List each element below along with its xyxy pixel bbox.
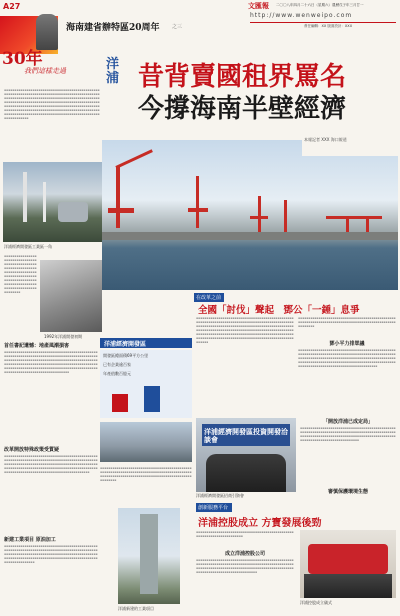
date-line: 二〇〇八年四月二十六日（星期六）農曆戊子年三月廿一 xyxy=(276,3,364,7)
officials xyxy=(304,574,392,598)
lower-text-col2: ▪▪▪▪▪▪▪▪▪▪▪▪▪▪▪▪▪▪▪▪▪▪▪▪▪▪▪▪▪▪▪▪▪▪▪▪▪▪▪▪▪▪▪▪▪▪▪▪▪▪▪▪▪▪▪▪▪▪▪▪▪▪▪▪▪▪▪▪▪▪▪▪▪▪▪▪▪▪▪▪▪▪▪▪▪▪▪▪▪▪▪▪▪▪▪▪▪▪▪▪▪▪▪▪▪▪▪▪▪▪▪▪▪▪▪▪▪▪▪▪▪▪▪▪▪▪▪▪▪▪▪▪▪▪▪▪▪▪▪▪▪▪▪▪▪▪▪▪▪▪▪▪▪▪▪▪▪▪▪▪▪▪▪▪▪▪▪▪▪▪▪▪▪▪ xyxy=(196,558,294,574)
header-rule xyxy=(250,22,396,23)
red-cloth xyxy=(308,544,388,574)
meeting-photo xyxy=(196,418,296,492)
tower-photo xyxy=(118,508,180,604)
lower-right-sub: 審慎保護環境生態 xyxy=(327,489,368,495)
city-photo xyxy=(100,422,192,462)
stats-box xyxy=(100,350,192,418)
industrial-photo xyxy=(3,162,102,242)
stats-chart xyxy=(104,382,188,412)
page-code: A27 xyxy=(3,2,21,11)
crane-2 xyxy=(186,168,216,228)
headline-block xyxy=(100,54,400,124)
history-headline: 全國「討伐」聲起 鄧公「一錘」息爭 xyxy=(198,305,360,316)
stat-line-1: 開發區總面積69平方公里 xyxy=(103,353,149,358)
paper-name: 文匯報 xyxy=(248,2,269,10)
left-col-text-1: ▪▪▪▪▪▪▪▪▪▪▪▪▪▪▪▪▪▪▪▪▪▪▪▪▪▪▪▪▪▪▪▪▪▪▪▪▪▪▪▪▪▪▪▪▪▪▪▪▪▪▪▪▪▪▪▪▪▪▪▪▪▪▪▪▪▪▪▪▪▪▪▪▪▪▪▪▪▪▪▪▪▪▪▪▪▪▪▪▪▪▪▪▪▪▪▪▪▪▪▪▪▪▪▪▪▪▪▪▪▪▪▪▪▪▪▪▪▪▪▪▪▪▪▪▪▪▪▪▪▪▪▪▪▪▪▪▪▪▪▪▪▪▪▪▪▪▪▪▪▪▪▪ xyxy=(4,254,37,294)
right-sub: 鄧小平力排眾議 xyxy=(329,341,365,347)
low-center-sub: 成立洋浦控股公司 xyxy=(224,551,265,557)
history-label xyxy=(194,293,224,302)
left-col-text-3: ▪▪▪▪▪▪▪▪▪▪▪▪▪▪▪▪▪▪▪▪▪▪▪▪▪▪▪▪▪▪▪▪▪▪▪▪▪▪▪▪▪▪▪▪▪▪▪▪▪▪▪▪▪▪▪▪▪▪▪▪▪▪▪▪▪▪▪▪▪▪▪▪▪▪▪▪▪▪▪▪▪▪▪▪▪▪▪▪▪▪▪▪▪▪▪▪▪▪▪▪▪▪▪▪▪▪▪▪▪▪▪▪▪▪▪▪▪▪▪▪▪▪▪▪▪▪▪▪▪▪▪▪▪▪▪▪▪▪▪▪▪▪▪▪▪▪▪▪▪▪▪▪▪▪▪▪▪▪▪▪▪▪▪▪▪▪▪▪▪▪▪▪▪▪▪▪▪▪▪▪▪▪▪▪▪▪▪▪▪▪▪▪▪▪▪▪▪▪▪▪▪▪▪▪▪▪▪▪▪▪▪▪▪▪▪▪▪▪▪▪▪▪▪▪▪▪ xyxy=(4,454,98,474)
policy-banner-text: 洋浦經濟開發區 xyxy=(104,341,147,348)
chart-bar-1 xyxy=(112,394,128,412)
series-banner xyxy=(0,14,250,44)
stat-line-2: 已有企業逾百家 xyxy=(103,362,131,367)
crane-1 xyxy=(108,158,154,228)
mid-sub: 「開放洋浦已成定局」 xyxy=(322,419,373,425)
left-col-text-4: ▪▪▪▪▪▪▪▪▪▪▪▪▪▪▪▪▪▪▪▪▪▪▪▪▪▪▪▪▪▪▪▪▪▪▪▪▪▪▪▪▪▪▪▪▪▪▪▪▪▪▪▪▪▪▪▪▪▪▪▪▪▪▪▪▪▪▪▪▪▪▪▪▪▪▪▪▪▪▪▪▪▪▪▪▪▪▪▪▪▪▪▪▪▪▪▪▪▪▪▪▪▪▪▪▪▪▪▪▪▪▪▪▪▪▪▪▪▪▪▪▪▪▪▪▪▪▪▪▪▪▪▪▪▪▪▪▪▪▪▪▪▪▪▪▪▪▪▪▪▪▪▪▪▪▪▪▪▪▪▪▪▪▪▪▪▪▪▪▪▪▪▪▪▪▪▪▪▪▪▪▪▪▪▪▪▪▪▪▪▪▪▪▪▪▪▪▪▪▪ xyxy=(4,544,98,564)
headline-kicker: 洋浦 xyxy=(106,57,120,86)
crane-3 xyxy=(250,192,274,232)
headline-line2: 今撐海南半壁經濟 xyxy=(138,94,347,124)
crane-5 xyxy=(326,210,386,234)
crane-4 xyxy=(278,200,298,234)
chimney-2 xyxy=(43,182,46,222)
meeting-banner-text: 洋浦經濟開發區投資開發洽談會 xyxy=(204,428,288,444)
editor-line: 責任編輯：XX 版面設計：XXX xyxy=(304,24,353,28)
meeting-banner xyxy=(202,424,290,446)
left-sub-3: 新建工業項目 原油加工 xyxy=(4,537,56,543)
right-col-text-4: ▪▪▪▪▪▪▪▪▪▪▪▪▪▪▪▪▪▪▪▪▪▪▪▪▪▪▪▪▪▪▪▪▪▪▪▪▪▪▪▪▪▪▪▪▪▪▪▪▪▪▪▪▪▪▪▪▪▪▪▪▪▪▪▪▪▪▪▪▪▪▪▪▪▪▪▪▪▪▪▪▪▪▪▪▪▪▪▪▪▪▪▪▪▪▪▪▪▪▪▪▪▪▪▪▪▪▪▪▪▪▪▪▪▪▪▪▪▪▪▪▪▪▪▪▪▪▪▪▪▪▪▪▪▪▪▪▪▪▪▪▪▪▪▪▪▪▪▪▪▪▪▪▪▪▪▪▪▪▪▪▪▪▪▪▪▪▪▪▪▪ xyxy=(300,426,396,442)
anniversary-number: 30年 xyxy=(2,49,43,69)
history-text-col2: ▪▪▪▪▪▪▪▪▪▪▪▪▪▪▪▪▪▪▪▪▪▪▪▪▪▪▪▪▪▪▪▪▪▪▪▪▪▪▪▪▪▪▪▪▪▪▪▪▪▪▪▪▪▪▪▪▪▪▪▪▪▪▪▪▪▪▪▪▪▪▪▪▪▪▪▪▪▪▪▪▪▪▪▪▪▪▪▪▪▪▪▪▪▪▪▪▪▪▪▪▪▪▪▪ xyxy=(298,316,396,328)
tower xyxy=(140,514,158,594)
left-sub-1: 首任書記遺憾：地產風潮損害 xyxy=(4,343,70,349)
policy-banner xyxy=(100,338,192,348)
history-text-col3: ▪▪▪▪▪▪▪▪▪▪▪▪▪▪▪▪▪▪▪▪▪▪▪▪▪▪▪▪▪▪▪▪▪▪▪▪▪▪▪▪▪▪▪▪▪▪▪▪▪▪▪▪▪▪▪▪▪▪▪▪▪▪▪▪▪▪▪▪▪▪▪▪▪▪▪▪▪▪▪▪▪▪▪▪▪▪▪▪▪▪▪▪▪▪▪▪▪▪▪▪▪▪▪▪▪▪▪▪▪▪▪▪▪▪▪▪▪▪▪▪▪▪▪▪▪▪▪▪▪▪▪▪▪▪▪▪▪▪▪▪▪▪▪▪▪▪▪▪▪▪▪▪▪▪▪▪▪▪▪▪▪▪▪▪▪▪▪▪▪▪▪▪▪▪▪▪▪▪▪▪▪▪▪▪▪▪▪▪▪▪▪▪▪▪▪▪▪▪▪▪▪▪▪▪▪▪▪▪▪▪▪▪▪▪▪▪▪▪▪▪▪▪▪▪▪▪▪▪▪▪▪ xyxy=(298,348,396,368)
quay xyxy=(102,232,398,240)
left-sub-2: 改革開放特殊政策受質疑 xyxy=(4,447,60,453)
lower-section-label xyxy=(196,503,232,512)
chart-bar-2 xyxy=(144,386,160,412)
headline-line1: 昔背賣國租界罵名 xyxy=(138,62,347,92)
people-group xyxy=(206,454,286,492)
history-label-text: 在改革之前 xyxy=(196,295,222,301)
ceremony-photo xyxy=(300,530,396,598)
site-url: http://www.wenweipo.com xyxy=(250,12,353,19)
series-tag: 之三 xyxy=(172,24,183,30)
byline-box xyxy=(302,134,398,156)
industrial-caption: 洋浦經濟開發區工業區一角 xyxy=(4,244,52,249)
left-col-text-2: ▪▪▪▪▪▪▪▪▪▪▪▪▪▪▪▪▪▪▪▪▪▪▪▪▪▪▪▪▪▪▪▪▪▪▪▪▪▪▪▪▪▪▪▪▪▪▪▪▪▪▪▪▪▪▪▪▪▪▪▪▪▪▪▪▪▪▪▪▪▪▪▪▪▪▪▪▪▪▪▪▪▪▪▪▪▪▪▪▪▪▪▪▪▪▪▪▪▪▪▪▪▪▪▪▪▪▪▪▪▪▪▪▪▪▪▪▪▪▪▪▪▪▪▪▪▪▪▪▪▪▪▪▪▪▪▪▪▪▪▪▪▪▪▪▪▪▪▪▪▪▪▪▪▪▪▪▪▪▪▪▪▪▪▪▪▪▪▪▪▪▪▪▪▪▪▪▪▪▪▪▪▪▪▪▪▪▪▪▪▪▪▪▪▪▪▪▪▪▪▪▪▪▪▪▪▪▪▪▪▪▪▪▪▪▪▪▪▪▪▪▪▪▪▪▪▪▪▪▪▪▪▪▪▪▪▪▪▪▪▪▪▪▪▪▪▪▪▪▪▪▪▪▪▪▪▪▪▪▪▪▪▪ xyxy=(4,350,98,374)
stat-line-3: 年產值數百億元 xyxy=(103,371,131,376)
meeting-caption: 洋浦經濟開發區招商引資會 xyxy=(196,493,244,498)
byline-text: 本報記者 XXX 海口報道 xyxy=(304,137,347,142)
center-col-text: ▪▪▪▪▪▪▪▪▪▪▪▪▪▪▪▪▪▪▪▪▪▪▪▪▪▪▪▪▪▪▪▪▪▪▪▪▪▪▪▪▪▪▪▪▪▪▪▪▪▪▪▪▪▪▪▪▪▪▪▪▪▪▪▪▪▪▪▪▪▪▪▪▪▪▪▪▪▪▪▪▪▪▪▪▪▪▪▪▪▪▪▪▪▪▪▪▪▪▪▪▪▪▪▪▪▪▪▪▪▪▪▪▪▪▪▪▪▪▪▪▪▪▪▪▪▪▪▪▪▪▪▪▪▪▪▪▪▪▪▪▪▪▪ xyxy=(100,466,192,482)
intro-text: ▪▪▪▪▪▪▪▪▪▪▪▪▪▪▪▪▪▪▪▪▪▪▪▪▪▪▪▪▪▪▪▪▪▪▪▪▪▪▪▪▪▪▪▪▪▪▪▪▪▪▪▪▪▪▪▪▪▪▪▪▪▪▪▪▪▪▪▪▪▪▪▪▪▪▪▪▪▪▪▪▪▪▪▪▪▪▪▪▪▪▪▪▪▪▪▪▪▪▪▪▪▪▪▪▪▪▪▪▪▪▪▪▪▪▪▪▪▪▪▪▪▪▪▪▪▪▪▪▪▪▪▪▪▪▪▪▪▪▪▪▪▪▪▪▪▪▪▪▪▪▪▪▪▪▪▪▪▪▪▪▪▪▪▪▪▪▪▪▪▪▪▪▪▪▪▪▪▪▪▪▪▪▪▪▪▪▪▪▪▪▪▪▪▪▪▪▪▪▪▪▪▪▪▪▪▪▪▪▪▪▪▪▪▪▪▪▪▪▪▪▪▪▪▪▪▪▪▪▪▪▪▪▪▪▪▪▪▪▪▪▪▪▪▪▪▪▪▪▪▪▪▪▪▪▪▪▪▪▪▪▪▪▪▪▪▪▪▪▪▪▪▪▪▪▪▪▪▪▪▪▪▪▪▪▪▪▪▪▪▪▪▪▪▪▪▪▪▪▪▪▪▪▪▪▪▪▪▪▪▪▪▪▪▪▪▪▪▪▪▪▪▪▪▪▪▪▪▪▪▪▪▪▪▪▪▪▪▪▪▪▪ xyxy=(4,88,100,120)
tank xyxy=(58,202,88,222)
tower-caption: 洋浦新建的工業項目 xyxy=(118,606,154,611)
ceremony-caption: 洋浦控股成立儀式 xyxy=(300,600,332,605)
lower-section-label-text: 創新服務平台 xyxy=(198,505,229,511)
lower-text-col1: ▪▪▪▪▪▪▪▪▪▪▪▪▪▪▪▪▪▪▪▪▪▪▪▪▪▪▪▪▪▪▪▪▪▪▪▪▪▪▪▪▪▪▪▪▪▪▪▪▪▪▪▪▪▪▪▪▪▪▪▪▪▪▪▪▪▪▪▪▪▪▪ xyxy=(196,530,294,538)
old-port-caption: 1992年洋浦開發初期 xyxy=(44,334,83,339)
history-text-col1: ▪▪▪▪▪▪▪▪▪▪▪▪▪▪▪▪▪▪▪▪▪▪▪▪▪▪▪▪▪▪▪▪▪▪▪▪▪▪▪▪▪▪▪▪▪▪▪▪▪▪▪▪▪▪▪▪▪▪▪▪▪▪▪▪▪▪▪▪▪▪▪▪▪▪▪▪▪▪▪▪▪▪▪▪▪▪▪▪▪▪▪▪▪▪▪▪▪▪▪▪▪▪▪▪▪▪▪▪▪▪▪▪▪▪▪▪▪▪▪▪▪▪▪▪▪▪▪▪▪▪▪▪▪▪▪▪▪▪▪▪▪▪▪▪▪▪▪▪▪▪▪▪▪▪▪▪▪▪▪▪▪▪▪▪▪▪▪▪▪▪▪▪▪▪▪▪▪▪▪▪▪▪▪▪▪▪▪▪▪▪▪▪▪▪▪▪▪▪▪▪▪▪▪▪▪▪▪▪▪▪▪▪▪▪▪▪▪▪▪▪▪▪▪▪▪▪▪▪▪▪▪▪▪▪▪▪▪▪▪▪▪▪▪▪▪▪▪▪▪▪▪▪▪▪▪▪▪▪▪▪▪▪▪▪▪▪▪▪▪▪▪▪▪▪▪▪▪▪▪▪▪▪▪▪▪▪▪▪▪▪▪▪▪▪ xyxy=(196,316,294,344)
anniversary-subtitle: 我們這樣走過 xyxy=(24,67,66,75)
series-title: 海南建省辦特區20周年 xyxy=(66,23,160,33)
anniversary-logo xyxy=(2,44,72,80)
chimney-1 xyxy=(23,172,27,222)
header-color-bar xyxy=(250,24,396,31)
port-photo xyxy=(102,137,398,290)
old-port-photo xyxy=(40,260,102,332)
lower-headline: 洋浦控股成立 方寶發展後勁 xyxy=(198,518,322,529)
